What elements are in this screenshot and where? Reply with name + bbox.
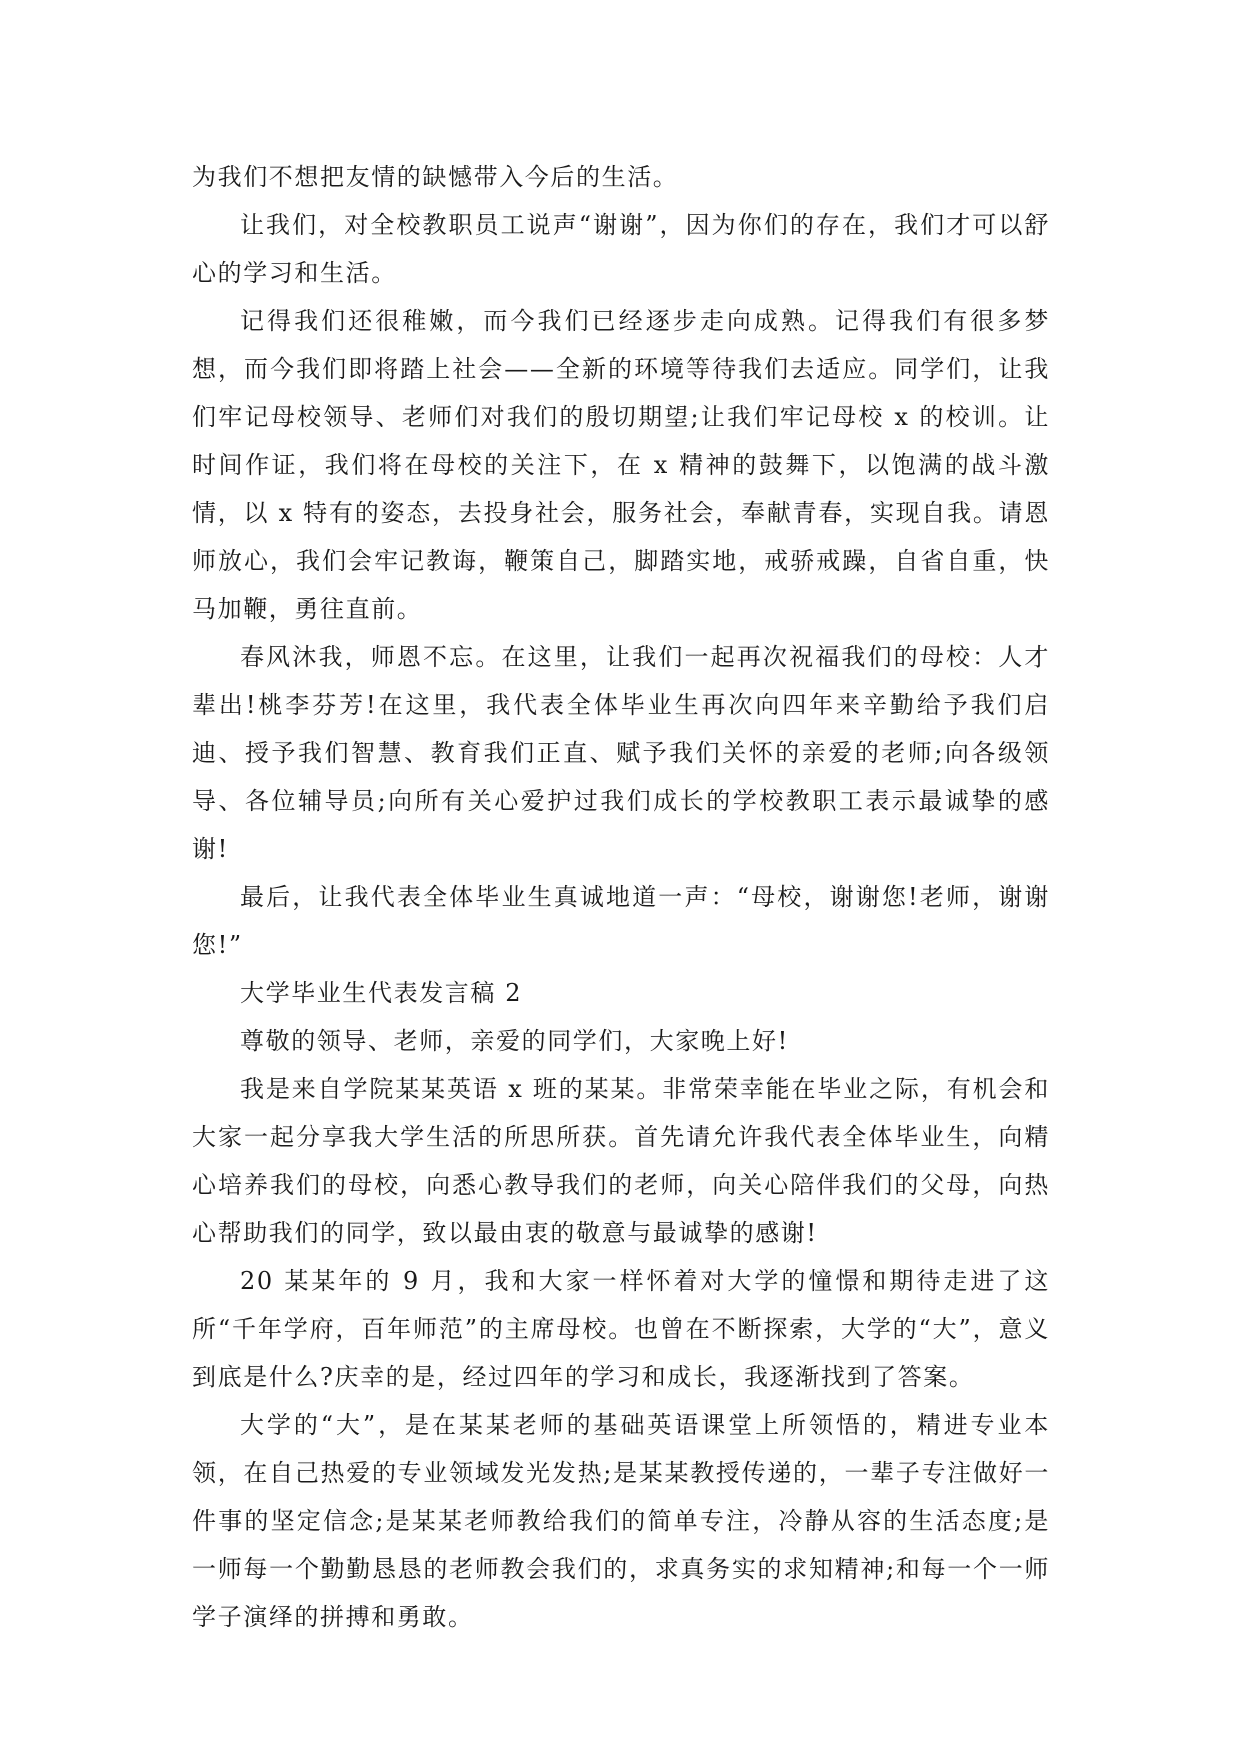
paragraph: 为我们不想把友情的缺憾带入今后的生活。	[192, 163, 679, 191]
paragraph: 记得我们还很稚嫩，而今我们已经逐步走向成熟。记得我们有很多梦想，而今我们即将踏上社会——全新的环境等待我们去适应。同学们，让我们牢记母校领导、老师们对我们的殷切期望;让我们牢记母校 x 的校训。让时间作证，我们将在母校的关注下，在 x 精神的鼓舞下，以饱满的战斗激情，以 x 特有的姿态，去投身社会，服务社会，奉献青春，实现自我。请恩师放心，我们会牢记教诲，鞭策自己，脚踏实地，戒骄戒躁，自省自重，快马加鞭，勇往直前。	[192, 307, 1050, 623]
paragraph: 让我们，对全校教职员工说声“谢谢”，因为你们的存在，我们才可以舒心的学习和生活。	[192, 211, 1050, 287]
document-body	[192, 153, 1050, 1641]
paragraph: 尊敬的领导、老师，亲爱的同学们，大家晚上好!	[240, 1027, 789, 1055]
section-heading: 大学毕业生代表发言稿 2	[240, 979, 523, 1007]
paragraph: 我是来自学院某某英语 x 班的某某。非常荣幸能在毕业之际，有机会和大家一起分享我大学生活的所思所获。首先请允许我代表全体毕业生，向精心培养我们的母校，向悉心教导我们的老师，向关心陪伴我们的父母，向热心帮助我们的同学，致以最由衷的敬意与最诚挚的感谢!	[192, 1075, 1050, 1247]
paragraph: 春风沐我，师恩不忘。在这里，让我们一起再次祝福我们的母校：人才辈出!桃李芬芳!在这里，我代表全体毕业生再次向四年来辛勤给予我们启迪、授予我们智慧、教育我们正直、赋予我们关怀的亲爱的老师;向各级领导、各位辅导员;向所有关心爱护过我们成长的学校教职工表示最诚挚的感谢!	[192, 643, 1050, 863]
paragraph: 20 某某年的 9 月，我和大家一样怀着对大学的憧憬和期待走进了这所“千年学府，百年师范”的主席母校。也曾在不断探索，大学的“大”，意义到底是什么?庆幸的是，经过四年的学习和成长，我逐渐找到了答案。	[192, 1267, 1050, 1391]
paragraph: 大学的“大”，是在某某老师的基础英语课堂上所领悟的，精进专业本领，在自己热爱的专业领域发光发热;是某某教授传递的，一辈子专注做好一件事的坚定信念;是某某老师教给我们的简单专注，冷静从容的生活态度;是一师每一个勤勤恳恳的老师教会我们的，求真务实的求知精神;和每一个一师学子演绎的拼搏和勇敢。	[192, 1411, 1050, 1631]
paragraph: 最后，让我代表全体毕业生真诚地道一声：“母校，谢谢您!老师，谢谢您!”	[192, 883, 1050, 959]
